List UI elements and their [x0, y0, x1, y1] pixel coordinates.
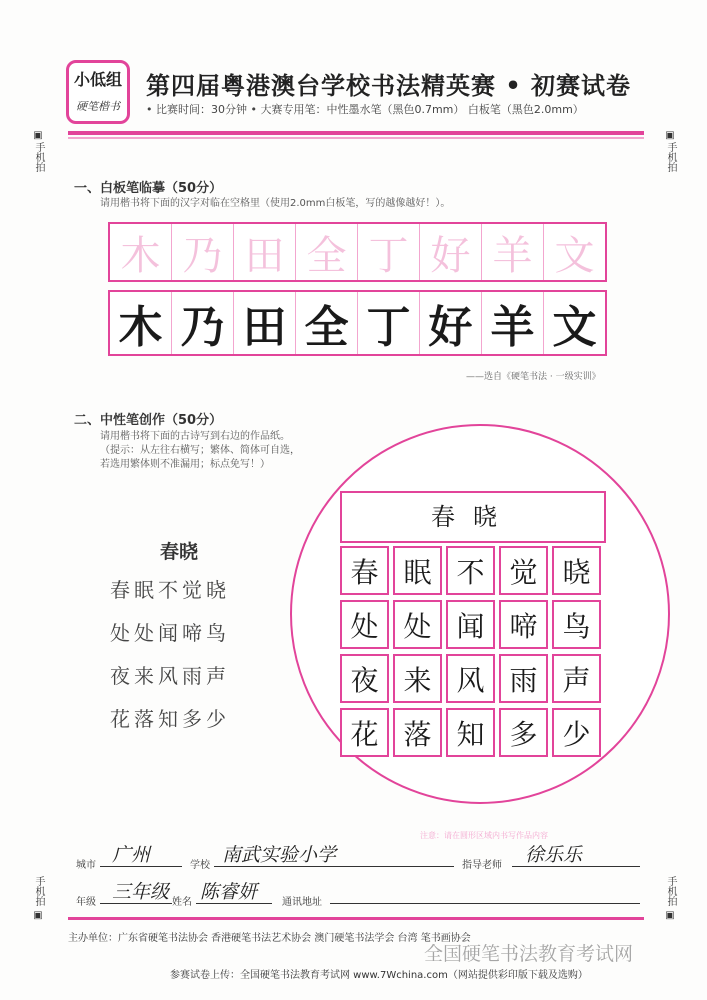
written-character: 全	[304, 302, 349, 353]
city-underline	[100, 866, 182, 867]
practice-cell[interactable]	[358, 292, 420, 354]
poem-grid-cell[interactable]: 雨	[499, 654, 548, 703]
practice-cell[interactable]	[172, 292, 234, 354]
section2-note-line: （提示：从左往右横写；繁体、简体可自选，	[100, 445, 300, 456]
name-underline	[196, 903, 272, 904]
written-character: 田	[242, 302, 287, 353]
address-underline[interactable]	[330, 903, 640, 904]
header-divider-thin	[68, 137, 644, 139]
trace-character: 乃	[182, 232, 223, 279]
practice-cell[interactable]	[110, 292, 172, 354]
written-poem-title: 春晓	[340, 491, 606, 543]
group-name: 小低组	[73, 70, 122, 89]
school-value[interactable]: 南武实验小学	[222, 844, 337, 866]
poem-line: 处处闻啼鸟	[110, 621, 230, 645]
upload-note: 参赛试卷上传：全国硬笔书法教育考试网 www.7Wchina.com（网站提供彩印版下载及选购）	[170, 970, 588, 981]
poem-grid-cell[interactable]: 花	[340, 708, 389, 757]
poem-grid-cell[interactable]: 觉	[499, 546, 548, 595]
tear-mark-top-left: ▣ 手机拍	[33, 130, 44, 172]
trace-character: 羊	[492, 232, 533, 279]
tear-mark-top-right: ▣ 手机拍	[665, 130, 676, 172]
poem-line: 花落知多少	[110, 707, 230, 731]
name-label: 姓名	[172, 897, 192, 908]
footer-divider	[68, 917, 644, 920]
poem-grid-cell[interactable]: 啼	[499, 600, 548, 649]
trace-cell	[296, 224, 358, 280]
school-label: 学校	[190, 860, 210, 871]
written-poem-row	[340, 600, 604, 649]
practice-cell[interactable]	[420, 292, 482, 354]
written-character: 羊	[490, 302, 535, 353]
name-value[interactable]: 陈睿妍	[200, 881, 258, 903]
trace-cell	[420, 224, 482, 280]
circle-caption: 注意：请在圆形区域内书写作品内容	[420, 831, 548, 840]
poem-grid-cell[interactable]: 夜	[340, 654, 389, 703]
tear-mark-bottom-right: 手机拍 ▣	[665, 876, 676, 921]
section2-title: 二、中性笔创作（50分）	[74, 413, 223, 428]
teacher-underline	[512, 866, 640, 867]
written-poem-row	[340, 708, 604, 757]
exam-title: 第四届粤港澳台学校书法精英赛 • 初赛试卷	[146, 71, 632, 100]
address-label: 通讯地址	[282, 897, 322, 908]
poem-grid-cell[interactable]: 风	[446, 654, 495, 703]
poem-grid-cell[interactable]: 声	[552, 654, 601, 703]
header-divider	[68, 131, 644, 135]
practice-cell[interactable]	[544, 292, 605, 354]
grade-underline	[100, 903, 172, 904]
city-label: 城市	[76, 860, 96, 871]
poem-grid-cell[interactable]: 鸟	[552, 600, 601, 649]
section2-note-line: 请用楷书将下面的古诗写到右边的作品纸。	[100, 431, 290, 442]
written-character: 木	[118, 302, 163, 353]
written-poem-row	[340, 546, 604, 595]
written-poem-row	[340, 654, 604, 703]
tear-mark-bottom-left: 手机拍 ▣	[33, 876, 44, 921]
poem-grid-cell[interactable]: 闻	[446, 600, 495, 649]
section1-title: 一、白板笔临摹（50分）	[74, 181, 223, 196]
written-character: 好	[428, 302, 473, 353]
trace-cell	[544, 224, 605, 280]
grade-value[interactable]: 三年级	[112, 881, 170, 903]
poem-grid-cell[interactable]: 多	[499, 708, 548, 757]
school-underline	[214, 866, 454, 867]
poem-grid-cell[interactable]: 来	[393, 654, 442, 703]
poem-grid-cell[interactable]: 落	[393, 708, 442, 757]
poem-grid-cell[interactable]: 知	[446, 708, 495, 757]
practice-grid	[108, 290, 607, 356]
group-badge	[66, 60, 130, 124]
trace-character: 好	[430, 232, 471, 279]
poem-line: 春眠不觉晓	[110, 578, 230, 602]
teacher-value[interactable]: 徐乐乐	[525, 844, 583, 866]
poem-grid-cell[interactable]: 少	[552, 708, 601, 757]
trace-character: 文	[554, 232, 595, 279]
poem-grid-cell[interactable]: 眠	[393, 546, 442, 595]
practice-cell[interactable]	[482, 292, 544, 354]
exam-info: • 比赛时间：30分钟 • 大赛专用笔：中性墨水笔（黑色0.7mm） 白板笔（黑色2.0mm）	[146, 103, 584, 116]
trace-character: 全	[306, 232, 347, 279]
trace-cell	[234, 224, 296, 280]
section2-note	[100, 430, 300, 472]
poem-title: 春晓	[160, 541, 199, 563]
trace-cell	[172, 224, 234, 280]
poem-grid-cell[interactable]: 处	[393, 600, 442, 649]
trace-cell	[482, 224, 544, 280]
section1-note: 请用楷书将下面的汉字对临在空格里（使用2.0mm白板笔，写的越像越好！）。	[100, 198, 451, 209]
trace-cell	[358, 224, 420, 280]
city-value[interactable]: 广州	[112, 844, 151, 866]
poem-grid-cell[interactable]: 不	[446, 546, 495, 595]
poem-grid-cell[interactable]: 处	[340, 600, 389, 649]
written-character: 乃	[180, 302, 225, 353]
poem-grid-cell[interactable]: 春	[340, 546, 389, 595]
watermark: 全国硬笔书法教育考试网	[424, 943, 634, 965]
group-subtitle: 硬笔楷书	[76, 100, 120, 113]
practice-cell[interactable]	[234, 292, 296, 354]
written-character: 文	[552, 302, 597, 353]
teacher-label: 指导老师	[462, 860, 502, 871]
source-credit: ——选自《硬笔书法 · 一级实训》	[466, 372, 601, 382]
poem-line: 夜来风雨声	[110, 664, 230, 688]
trace-cell	[110, 224, 172, 280]
section2-note-line: 若选用繁体则不准漏用；标点免写！）	[100, 459, 270, 470]
trace-grid	[108, 222, 607, 282]
organizers: 主办单位：广东省硬笔书法协会 香港硬笔书法艺术协会 澳门硬笔书法学会 台湾 笔书画协会	[68, 933, 471, 944]
practice-cell[interactable]	[296, 292, 358, 354]
trace-character: 田	[244, 232, 285, 279]
grade-label: 年级	[76, 897, 96, 908]
poem-grid-cell[interactable]: 晓	[552, 546, 601, 595]
written-character: 丁	[366, 302, 411, 353]
trace-character: 木	[120, 232, 161, 279]
trace-character: 丁	[368, 232, 409, 279]
